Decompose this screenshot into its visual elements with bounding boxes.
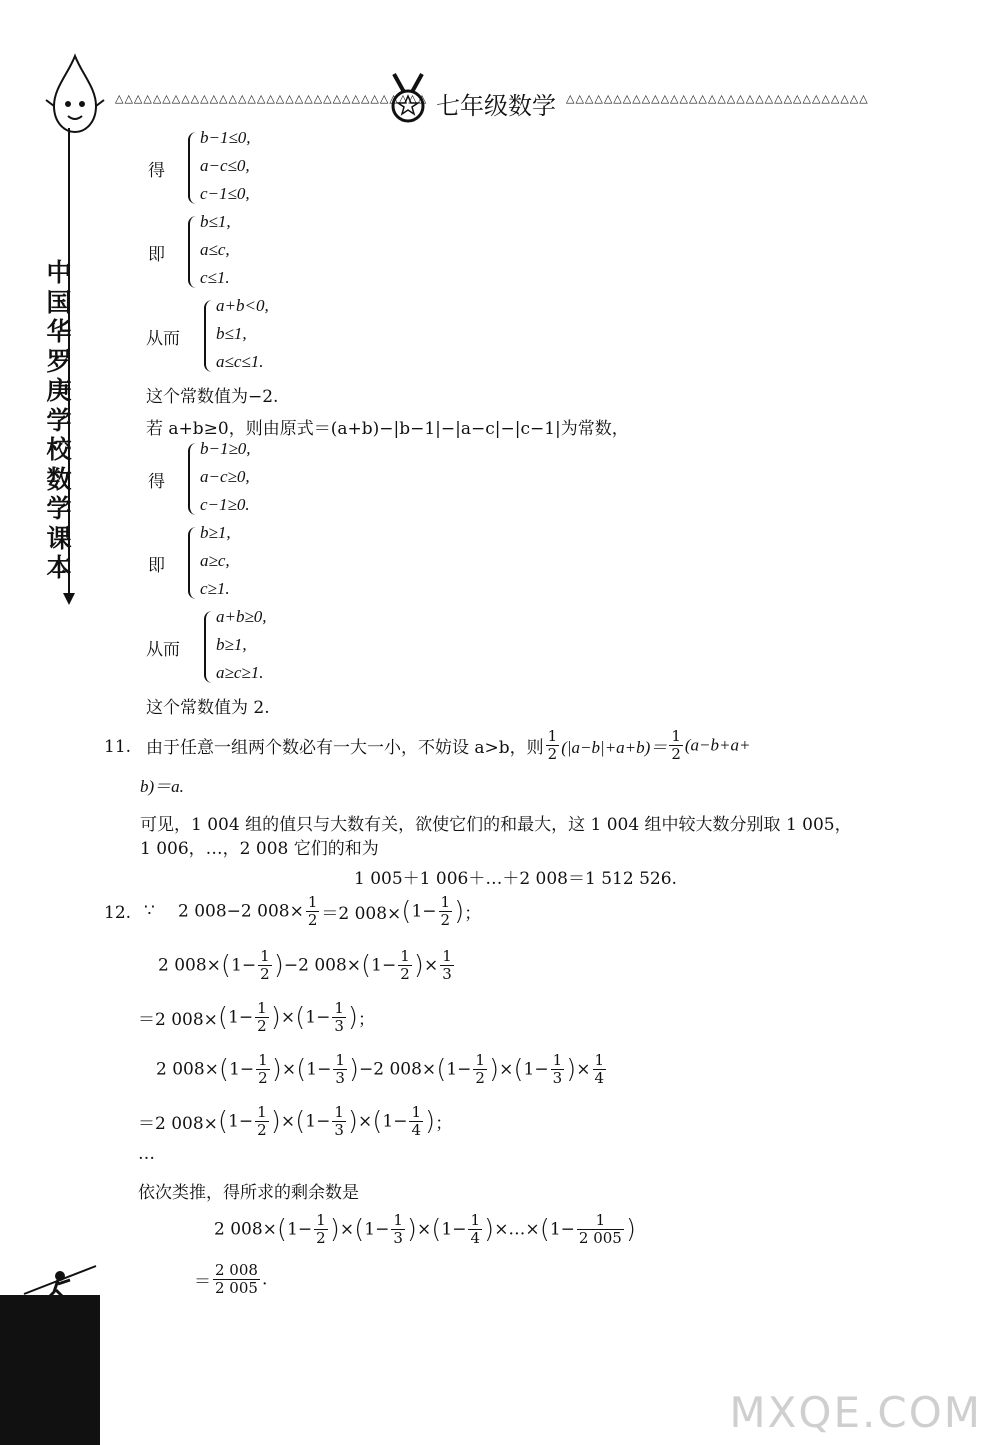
- brace: [204, 300, 212, 372]
- fraction: $\frac{1}{2}$: [671, 727, 681, 763]
- brace: [204, 611, 212, 683]
- p12-result: [194, 1262, 267, 1297]
- side-title: 中国华罗庚学校数学课本: [46, 258, 72, 582]
- p11-line1-pre: 由于任意一组两个数必有一大一小，不妨设 a>b，则: [146, 738, 544, 758]
- fraction: $\frac{1}{2}$: [475, 1051, 485, 1087]
- fraction: $\frac{1}{3}$: [442, 947, 452, 983]
- label-ji: 即: [148, 245, 165, 265]
- brace: [188, 527, 196, 599]
- equals: ＝: [194, 1272, 211, 1292]
- result-fraction: $\frac{2 008}{2 005}$: [215, 1261, 258, 1297]
- p11-sum: 1 005＋1 006＋…＋2 008＝1 512 526.: [354, 869, 677, 889]
- arrow-down-icon: [63, 590, 75, 602]
- p11-line4: 1 006，…，2 008 它们的和为: [140, 839, 379, 859]
- fraction: $\frac{1}{3}$: [335, 1051, 345, 1087]
- sys6-line: a≥c≥1.: [216, 663, 264, 682]
- p11-line2: b)＝a.: [140, 777, 184, 796]
- sys1-line: b−1≤0,: [200, 128, 251, 147]
- semicolon: ；: [464, 904, 482, 924]
- fraction: $\frac{1}{2 005}$: [578, 1211, 622, 1247]
- fraction: $\frac{1}{2}$: [258, 1051, 268, 1087]
- header-rule-right: △△△△△△△△△△△△△△△△△△△△△△△△△△△△△△△△: [566, 92, 869, 105]
- paren: (: [401, 896, 412, 927]
- sys4-line: a−c≥0,: [200, 467, 250, 486]
- fraction: $\frac{1}{2}$: [440, 893, 451, 929]
- because-symbol: ∵: [144, 901, 155, 921]
- sys2-line: c≤1.: [200, 268, 230, 287]
- sys1-line: c−1≤0,: [200, 184, 250, 203]
- case2-statement: 若 a+b≥0，则由原式＝(a+b)−|b−1|−|a−c|−|c−1|为常数，: [146, 419, 629, 439]
- p12-infer: 依次类推，得所求的剩余数是: [138, 1183, 359, 1203]
- brace: [188, 216, 196, 288]
- sys4-line: c−1≥0.: [200, 495, 250, 514]
- fraction: $\frac{1}{4}$: [470, 1211, 481, 1247]
- label-conger: 从而: [146, 329, 180, 349]
- sys6-line: a+b≥0,: [216, 607, 267, 626]
- p11-line1: [146, 728, 750, 763]
- fraction: $\frac{1}{2}$: [400, 947, 410, 983]
- fraction: $\frac{1}{2}$: [316, 1211, 326, 1247]
- p12-line1: [178, 894, 481, 929]
- fraction: $\frac{1}{2}$: [547, 727, 558, 763]
- const-negative: 这个常数值为−2.: [146, 387, 279, 407]
- ellipsis: …: [138, 1144, 155, 1164]
- brace: [188, 443, 196, 515]
- p12-l2: 2 008×: [298, 955, 362, 976]
- fraction: $\frac{1}{4}$: [411, 1103, 422, 1139]
- label-conger: 从而: [146, 640, 180, 660]
- period: .: [261, 1269, 268, 1290]
- label-de: 得: [148, 472, 165, 492]
- sys2-line: a≤c,: [200, 240, 230, 259]
- brace: [188, 132, 196, 204]
- sys5-line: a≥c,: [200, 551, 230, 570]
- one: 1−: [411, 901, 437, 922]
- p12-line3: ＝2 008×(1− $\frac{1}{2}$ )×(1− $\frac{1}{3}$ )；: [138, 999, 376, 1035]
- p12-l3: ＝2 008×: [138, 1114, 218, 1134]
- p11-line1-post: (a−b+a+: [684, 735, 751, 755]
- corner-block: [0, 1295, 100, 1445]
- problem-12-number: 12.: [104, 903, 132, 923]
- label-ji: 即: [148, 556, 165, 576]
- paren: ): [454, 896, 465, 927]
- p12-final-pre: 2 008×: [214, 1219, 277, 1240]
- p12-l1-mid: ＝2 008×: [321, 904, 402, 924]
- sys3-line: a+b<0,: [216, 296, 269, 315]
- p12-line5: ＝2 008×(1− $\frac{1}{2}$ )×(1− $\frac{1}{3}$ )×(1− $\frac{1}{4}$ )；: [138, 1103, 453, 1139]
- sys3-line: a≤c≤1.: [216, 352, 264, 371]
- header-rule-left: △△△△△△△△△△△△△△△△△△△△△△△△△△△△△△△△△: [115, 92, 428, 105]
- problem-11-number: 11.: [104, 737, 132, 757]
- p12-l2: 2 008×: [158, 955, 221, 976]
- const-positive: 这个常数值为 2.: [146, 698, 270, 718]
- p12-line2: 2 008×(1− $\frac{1}{2}$ )−2 008×(1− $\frac{1}{2}$ )× $\frac{1}{3}$: [158, 947, 452, 983]
- sys5-line: c≥1.: [200, 579, 230, 598]
- p12-l2: 2 008×: [156, 1059, 219, 1080]
- fraction: $\frac{1}{3}$: [334, 999, 344, 1035]
- fraction: $\frac{1}{4}$: [594, 1051, 605, 1087]
- p12-l1-pre: 2 008−2 008×: [178, 901, 304, 922]
- sys4-line: b−1≥0,: [200, 439, 251, 458]
- fraction: $\frac{1}{3}$: [334, 1103, 344, 1139]
- watermark: MXQE.COM: [729, 1388, 982, 1437]
- sys6-line: b≥1,: [216, 635, 247, 654]
- fraction: $\frac{1}{3}$: [393, 1211, 403, 1247]
- p12-final: 2 008×(1− $\frac{1}{2}$ )×(1− $\frac{1}{3}$ )×(1− $\frac{1}{4}$ )×…×(1− $\frac{1}{2 005}$ ): [214, 1211, 637, 1247]
- p12-line4: 2 008×(1− $\frac{1}{2}$ )×(1− $\frac{1}{3}$ )−2 008×(1− $\frac{1}{2}$ )×(1− $\frac{1}{3}$ )× $\frac{1}{4}$: [156, 1051, 605, 1087]
- fraction: $\frac{1}{2}$: [307, 893, 318, 929]
- p11-line1-mid: (|a−b|+a+b)＝: [561, 738, 668, 757]
- medal-icon: [384, 72, 432, 124]
- sys2-line: b≤1,: [200, 212, 231, 231]
- sys5-line: b≥1,: [200, 523, 231, 542]
- p11-line3: 可见，1 004 组的值只与大数有关，欲使它们的和最大，这 1 004 组中较大数分别取 1 005，: [140, 815, 852, 835]
- sys1-line: a−c≤0,: [200, 156, 250, 175]
- mascot-drop-icon: [40, 52, 110, 142]
- fraction: $\frac{1}{2}$: [257, 1103, 267, 1139]
- fraction: $\frac{1}{2}$: [260, 947, 270, 983]
- p12-l3: ＝2 008×: [138, 1010, 218, 1030]
- p12-l2: 2 008×: [373, 1059, 437, 1080]
- fraction: $\frac{1}{2}$: [257, 999, 267, 1035]
- label-de: 得: [148, 161, 165, 181]
- header-title: 七年级数学: [436, 92, 556, 120]
- fraction: $\frac{1}{3}$: [552, 1051, 563, 1087]
- sys3-line: b≤1,: [216, 324, 247, 343]
